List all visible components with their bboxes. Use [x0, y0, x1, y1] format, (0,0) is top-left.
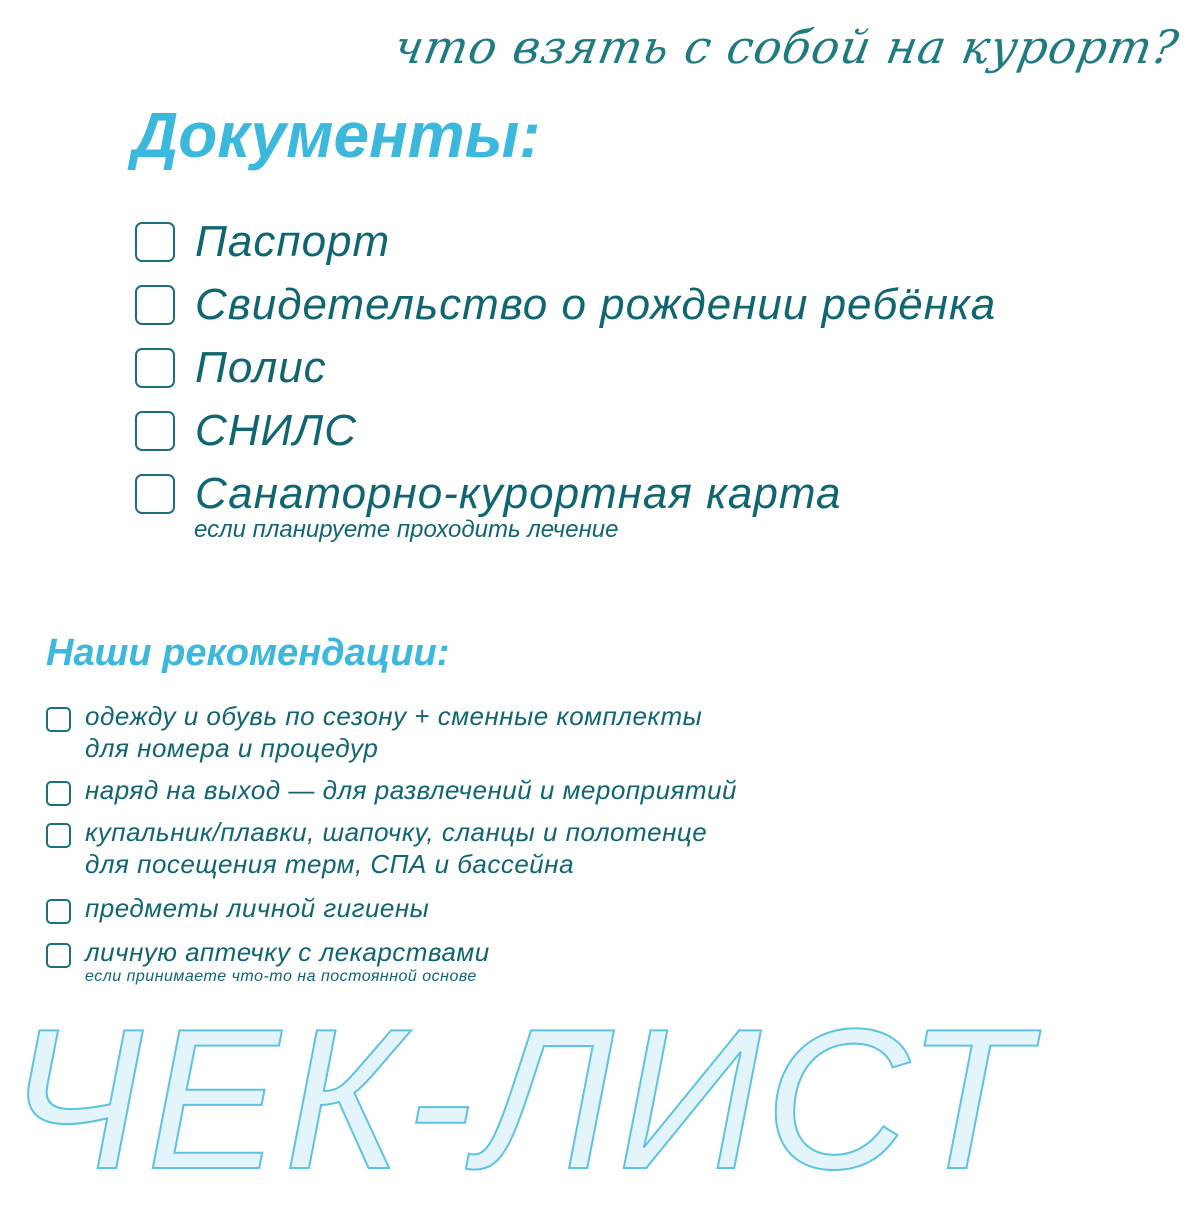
- tagline: что взять с собой на курорт?: [389, 20, 1183, 74]
- checklist-item[interactable]: [135, 273, 996, 336]
- item-label: наряд на выход — для развлечений и мероприятий: [85, 775, 738, 805]
- checklist-item[interactable]: [46, 700, 702, 764]
- checklist-item[interactable]: [135, 210, 996, 273]
- documents-heading: Документы:: [132, 99, 541, 171]
- checkbox[interactable]: [46, 943, 71, 968]
- item-label: одежду и обувь по сезону + сменные комплекты: [85, 701, 703, 731]
- checklist-item[interactable]: [135, 399, 996, 462]
- checkbox[interactable]: [135, 285, 175, 325]
- item-label: предметы личной гигиены: [85, 893, 430, 923]
- item-label: Санаторно-курортная карта: [195, 468, 842, 518]
- item-label: купальник/плавки, шапочку, сланцы и полотенце: [85, 817, 708, 847]
- checklist-item[interactable]: [135, 336, 996, 399]
- checkbox[interactable]: [46, 707, 71, 732]
- checklist-item[interactable]: [46, 774, 737, 806]
- item-label-line2: для номера и процедур: [85, 733, 379, 763]
- checkbox[interactable]: [135, 411, 175, 451]
- checkbox[interactable]: [46, 823, 71, 848]
- checklist-item[interactable]: [46, 816, 707, 880]
- checkbox[interactable]: [135, 222, 175, 262]
- checkbox[interactable]: [135, 348, 175, 388]
- item-label: СНИЛС: [195, 405, 357, 455]
- item-note: если принимаете что-то на постоянной основе: [85, 968, 477, 985]
- item-label: Полис: [195, 342, 327, 392]
- recommendations-heading: Наши рекомендации:: [46, 632, 450, 674]
- item-label: личную аптечку с лекарствами: [85, 937, 490, 967]
- item-label: Паспорт: [195, 216, 391, 266]
- checkbox[interactable]: [46, 899, 71, 924]
- item-label-line2: для посещения терм, СПА и бассейна: [85, 849, 575, 879]
- documents-checklist: [135, 210, 996, 525]
- checklist-item[interactable]: [46, 892, 429, 924]
- item-note: если планируете проходить лечение: [194, 516, 619, 543]
- item-label: Свидетельство о рождении ребёнка: [195, 279, 997, 329]
- checkbox[interactable]: [46, 781, 71, 806]
- checklist-item[interactable]: [46, 936, 490, 986]
- watermark-title: ЧЕК-ЛИСТ: [8, 988, 1033, 1211]
- checkbox[interactable]: [135, 474, 175, 514]
